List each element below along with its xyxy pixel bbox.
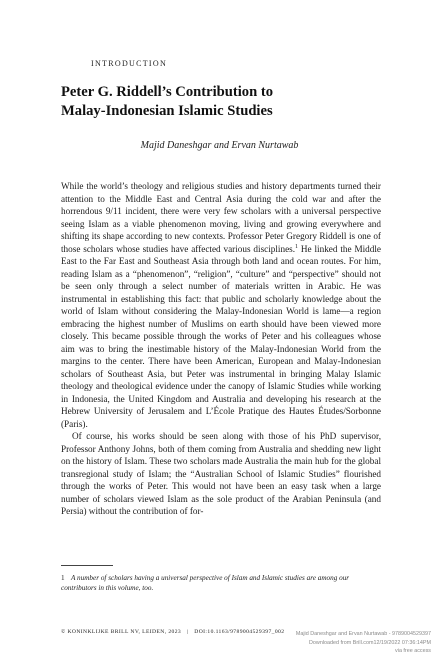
download-watermark xyxy=(246,630,431,656)
section-label: INTRODUCTION xyxy=(91,59,168,68)
footnote-number: 1 xyxy=(61,574,65,582)
footer-separator: | xyxy=(186,629,189,635)
body-text xyxy=(61,180,381,518)
chapter-authors: Majid Daneshgar and Ervan Nurtawab xyxy=(140,140,299,151)
paragraph-1-part-b: He linked the Middle East to the Far East and Southeast Asia through both land and ocean routes. For him, reading Islam as a “phenomenon”, “religion”, “culture” and “perspective” should not be seen only through a select number of materials written in Arabic. He was instrumental in establishing this fact: that public and scholarly knowledge about the world of Islam without considering the Malay-Indonesian World is lame—a region embracing the highest number of Muslims on earth should have been viewed more closely. This became possible through the works of Peter and his colleagues whose aim was to bring the inestimable history of the Malay-Indonesian World from the margins to the center. There have been American, European and Malay-Indonesian scholars of Southeast Asia, but Peter was instrumental in bringing Malay Islamic theology and theological evidence under the canopy of Islamic Studies while working in Indonesia, the United Kingdom and Australia and developing his research at the Hebrew University of Jerusalem and L’École Pratique des Hautes Études/Sorbonne (Paris). xyxy=(61,243,381,429)
footnote-divider xyxy=(61,565,113,566)
footnote-reference[interactable]: 1 xyxy=(295,243,299,250)
chapter-title-line-2: Malay-Indonesian Islamic Studies xyxy=(61,103,273,119)
chapter-title xyxy=(61,83,381,121)
chapter-title-line-1: Peter G. Riddell’s Contribution to xyxy=(61,84,274,100)
paragraph-1-part-a: While the world’s theology and religious studies and history departments turned their attention to the Middle East and Central Asia during the cold war and after the horrendous 9/11 incident, there were very few scholars with a universal perspective seeing Islam as a viable phenomenon moving, living and growing everywhere and shifting its shape according to new contexts. Professor Peter Gregory Riddell is one of those scholars whose studies have affected various disciplines. xyxy=(61,181,381,254)
footer-publisher: KONINKLIJKE BRILL NV, LEIDEN, 2023 xyxy=(67,629,182,635)
footnote-text: A number of scholars having a universal perspective of Islam and Islamic studies are among our contributors in this volume, too. xyxy=(61,574,350,592)
footer-doi[interactable]: DOI:10.1163/9789004529397_002 xyxy=(194,629,285,635)
footnote-1 xyxy=(61,573,381,593)
paragraph-1 xyxy=(61,180,381,430)
download-line-3: via free access xyxy=(395,648,431,655)
download-line-1: Majid Daneshgar and Ervan Nurtawab - 9789004529397 xyxy=(295,631,431,637)
download-line-2: Downloaded from Brill.com12/19/2022 07:36:14PM xyxy=(309,639,431,646)
paragraph-2: Of course, his works should be seen along with those of his PhD supervisor, Professor Anthony Johns, both of them coming from Australia and shedding new light on the history of Islam. These two scholars made Australia the main hub for the global transregional study of Islam; the “Australian School of Islamic Studies” flourished through the works of Peter. This would not have been an easy task when a large number of scholars viewed Islam as the sole product of the Arabian Peninsula (and Persia) without the contribution of for- xyxy=(61,431,381,516)
copyright-symbol: © xyxy=(61,629,66,635)
